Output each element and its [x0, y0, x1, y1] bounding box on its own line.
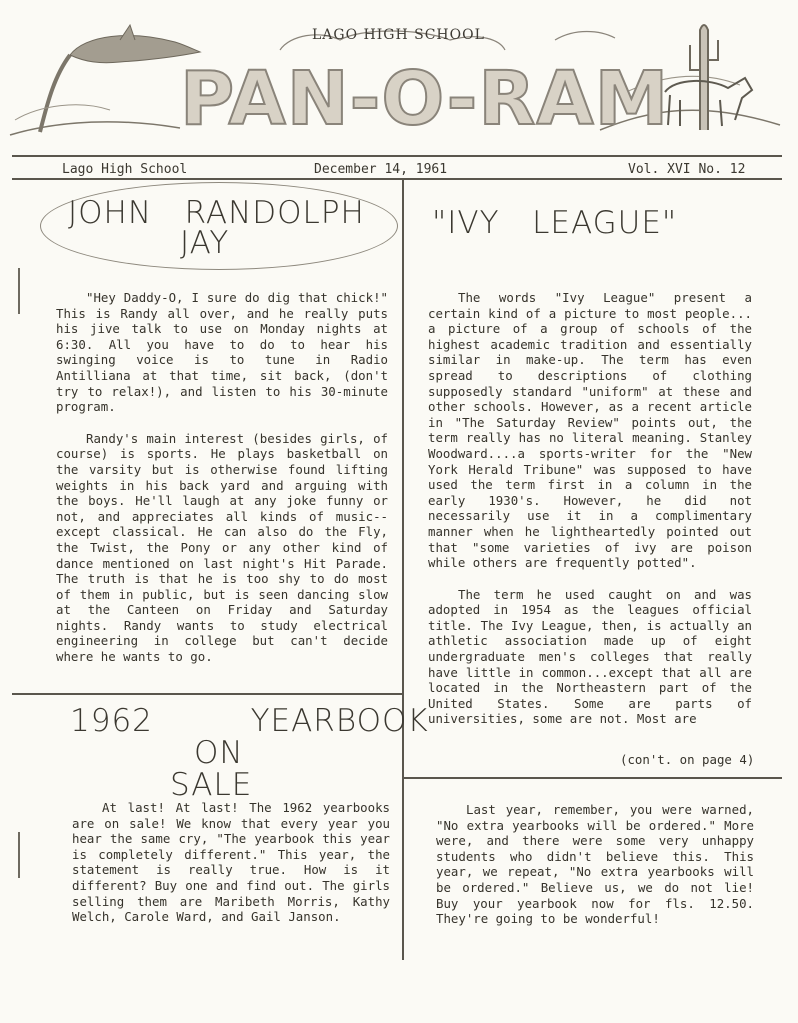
dateline-date: December 14, 1961	[314, 162, 448, 177]
jay-paragraph-2: Randy's main interest (besides girls, of course) is sports. He plays basketball on the varsity but is otherwise found lifting weights in his back yard and arguing with the boys. He'll laugh at any joke funny or not, and appreciates all kinds of music--except classical. He can also do the Fly, the Twist, the Pony or any other kind of dance mentioned on last night's Hit Parade. The truth is that he is too shy to do most of them in public, but is seen dancing slow at the Canteen on Friday and Saturday nights. Randy wants to study electrical engineering in college but can't decide where he wants to go.	[56, 430, 388, 665]
masthead-school-name: LAGO HIGH SCHOOL	[312, 27, 485, 43]
jay-paragraph-1: "Hey Daddy-O, I sure do dig that chick!" This is Randy all over, and he really puts his jive talk to use on Monday nights at 6:30. All you have to do to hear his swinging voice is to tune in Radio Antilliana at that time, sit back, (don't try to relax!), and listen to his 30-minute program.	[56, 290, 388, 415]
masthead	[0, 0, 798, 150]
masthead-title: PAN-O-RAM	[180, 56, 670, 142]
dateline-school: Lago High School	[62, 162, 188, 177]
yearbook-article-body	[72, 800, 390, 941]
margin-mark	[18, 268, 20, 314]
yearbook-paragraph-1: At last! At last! The 1962 yearbooks are on sale! We know that every year you hear the same cry, "The yearbook this year is completely different." This year, the statement is really true. How is it different? Buy one and find out. The girls selling them are Maribeth Morris, Kathy Welch, Carole Ward, and Gail Janson.	[72, 800, 390, 925]
yearbook-headline-line3: SALE	[170, 767, 253, 803]
jay-headline-line2: JAY	[180, 225, 230, 261]
warning-paragraph-1: Last year, remember, you were warned, "No extra yearbooks will be ordered." More were, and there were some very unhappy students who didn't believe this. This year, we repeat, "No extra yearbooks will be ordered." Believe us, we do not lie! Buy your yearbook now for fls. 12.50. They're going to be wonderful!	[436, 802, 754, 927]
column-divider	[402, 180, 404, 960]
yearbook-headline-line2: ON	[194, 735, 244, 771]
ivy-paragraph-2: The term he used caught on and was adopted in 1954 as the leagues official title. The Ivy League, then, is actually an athletic association made up of eight undergraduate men's colleges that really have little in common...except that all are located in the Northeastern part of the United States. Some are parts of universities, some are not. Most are	[428, 586, 752, 727]
ivy-continued: (con't. on page 4)	[620, 752, 755, 767]
ivy-headline: "IVY LEAGUE"	[432, 205, 678, 241]
yearbook-headline-line1: 1962 YEARBOOK	[70, 703, 429, 739]
masthead-rule	[12, 155, 782, 157]
ivy-paragraph-1: The words "Ivy League" present a certain kind of a picture to most people... a picture of a group of schools of the highest academic tradition and essentially similar in make-up. The term has even spread to descriptions of clothing supposedly standard "uniform" at these and other schools. However, as a recent article in "The Saturday Review" points out, the term really has no literal meaning. Stanley Woodward....a sports-writer for the "New York Herald Tribune" was supposed to have used the term first in a column in the early 1930's. However, he did not necessarily use it in a complimentary manner when he lightheartedly pointed out that "some varieties of ivy are poison while others are frequently potted".	[428, 290, 752, 571]
jay-article-body	[56, 290, 388, 681]
dateline-volume: Vol. XVI No. 12	[628, 162, 746, 177]
left-section-rule	[12, 693, 402, 695]
dateline-rule	[12, 178, 782, 180]
right-section-rule	[404, 777, 782, 779]
jay-headline-line1: JOHN RANDOLPH	[68, 195, 365, 231]
ivy-article-body	[428, 290, 752, 727]
warning-article-body	[436, 802, 754, 943]
margin-mark	[18, 832, 20, 878]
